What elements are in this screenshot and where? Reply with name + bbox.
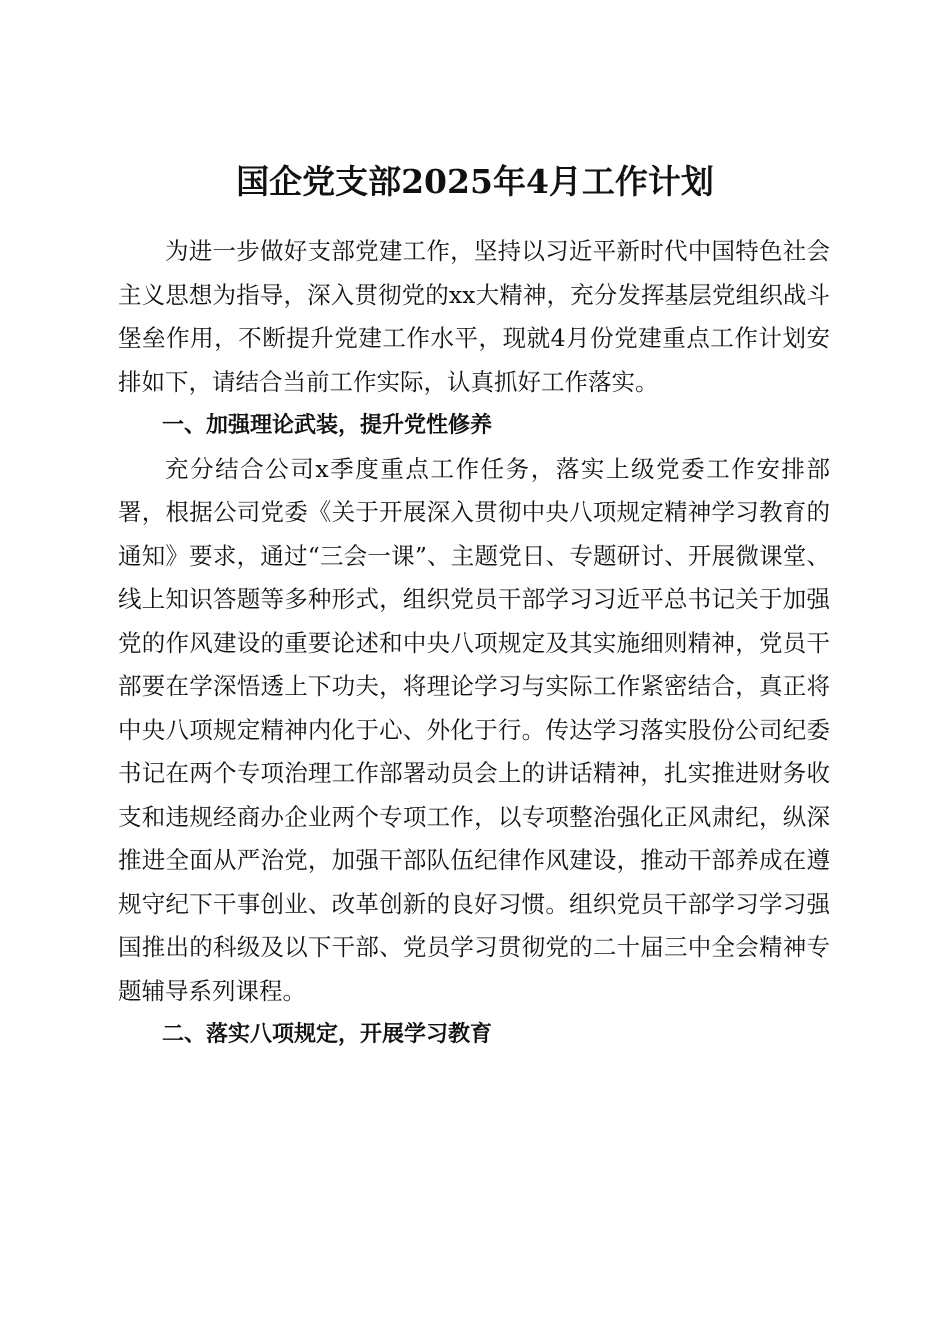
section-2-heading: 二、落实八项规定，开展学习教育 [162,1022,493,1047]
intro-paragraph: 为进一步做好支部党建工作，坚持以习近平新时代中国特色社会主义思想为指导，深入贯彻党的xx大精神，充分发挥基层党组织战斗堡垒作用，不断提升党建工作水平，现就4月份党建重点工作计划安排如下，请结合当前工作实际，认真抓好工作落实。 [118,237,830,396]
document-body [118,230,830,1057]
section-1-paragraph: 充分结合公司x季度重点工作任务，落实上级党委工作安排部署，根据公司党委《关于开展深入贯彻中央八项规定精神学习教育的通知》要求，通过“三会一课”、主题党日、专题研讨、开展微课堂、线上知识答题等多种形式，组织党员干部学习习近平总书记关于加强党的作风建设的重要论述和中央八项规定及其实施细则精神，党员干部要在学深悟透上下功夫，将理论学习与实际工作紧密结合，真正将中央八项规定精神内化于心、外化于行。传达学习落实股份公司纪委书记在两个专项治理工作部署动员会上的讲话精神，扎实推进财务收支和违规经商办企业两个专项工作，以专项整治强化正风肃纪，纵深推进全面从严治党，加强干部队伍纪律作风建设，推动干部养成在遵规守纪下干事创业、改革创新的良好习惯。组织党员干部学习学习强国推出的科级及以下干部、党员学习贯彻党的二十届三中全会精神专题辅导系列课程。 [118,454,830,1005]
document-title: 国企党支部2025年4月工作计划 [236,162,714,202]
section-1-heading: 一、加强理论武装，提升党性修养 [162,413,493,438]
